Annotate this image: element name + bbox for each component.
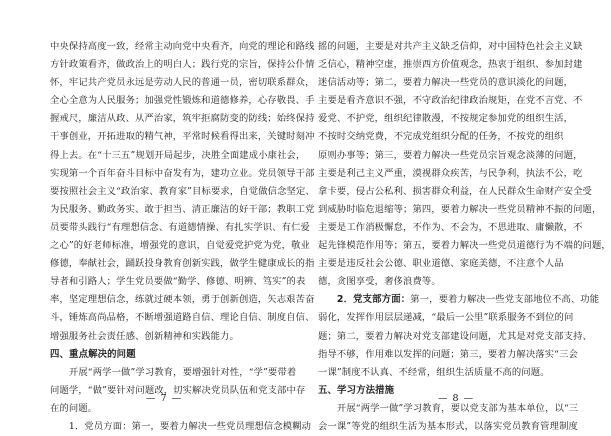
page-number: — 8 — (438, 393, 475, 404)
text-line: 中央保持高度一致，经常主动向党中央看齐，向党的理论和路线 (50, 41, 315, 52)
sub-heading-party-branch: 2．党支部方面： (336, 294, 411, 306)
text-line: 在的问题。 (50, 402, 98, 414)
text-line: 干事创业，开拓进取的精气神，平常时候看得出来，关键时刻冲 (50, 131, 315, 143)
sub-heading-rest: 第一，要着力解决一些党支部地位不高、功能 (410, 294, 600, 306)
section-heading-4: 四、重点解决的问题 (50, 348, 136, 360)
sub-section-line (318, 291, 600, 309)
right-page-body (318, 309, 592, 381)
text-line: 斗，锤炼高尚品格，不断增强道路自信、理论自信、制度自信、 (50, 312, 315, 324)
text-line: 拿卡要，侵占公私利、损害群众利益，在人民群众生命财产安全受 (318, 185, 592, 197)
text-line: 主要是看齐意识不强，不守政治纪律政治规矩，在党不言党、不 (318, 95, 583, 107)
text-line: 怀，牢记共产党员永远是劳动人民的普通一员，密切联系群众， (50, 77, 315, 89)
section-heading-5: 五、学习方法措施 (318, 384, 395, 396)
text-line: 为民服务、勤政务实、敢于担当、清正廉洁的好干部；教职工党 (50, 203, 315, 215)
right-page-closing (318, 400, 579, 436)
text-line: 率，坚定理想信念，练就过硬本领，勇于创新创造，矢志艰苦奋 (50, 294, 315, 306)
text-line: 一课”制度不认真、不经常，组织生活质量不高的问题。 (318, 366, 550, 378)
text-line: 得上去。在“十三五”规划开局起步，决胜全面建成小康社会， (50, 149, 306, 161)
text-line: 开展“两学一做”学习教育，要以党支部为基本单位，以“三 (318, 402, 579, 414)
text-line: 增强服务社会责任感、创新精神和实践能力。 (50, 330, 239, 342)
text-line: 不按时交纳党费，不完成党组织分配的任务，不按党的组织 (318, 131, 564, 143)
text-line: 迷信活动等；第二，要着力解决一些党员的意识淡化的问题， (318, 77, 574, 89)
text-line: 德，贪图享受，奢侈浪费等。 (318, 276, 441, 288)
text-line: 握戒尺，廉洁从政、从严治家，筑牢拒腐防变的防线；始终保持 (50, 113, 315, 125)
text-line: 主要是利己主义严重，漠视群众疾苦，与民争利，执法不公，吃 (318, 167, 583, 179)
text-line: 起先锋模范作用等；第五，要着力解决一些党员道德行为不端的问题， (318, 240, 611, 252)
text-line: 之心”的好老师标准，增强党的意识，自觉爱党护党为党，敬业 (50, 240, 310, 252)
text-line: 实现第一个百年奋斗目标中奋发有为，建功立业。党员领导干部 (50, 167, 315, 179)
text-line: 弱化，发挥作用层层递减，“最后一公里”联系服务不到位的问 (318, 312, 574, 324)
text-line: 乏信心，精神空虚，推崇西方价值观念，热衷于组织、参加封建 (318, 59, 583, 71)
text-line: 主要是工作消极懈怠，不作为、不会为，不思进取、庸懒散，不 (318, 221, 583, 233)
left-page-paragraph (50, 38, 315, 346)
right-page (300, 0, 611, 432)
text-line: 主要是违反社会公德、职业道德、家庭美德，不注意个人品 (318, 258, 564, 270)
right-page-paragraph (318, 38, 611, 291)
text-line: 到威胁时临危退缩等；第四，要着力解决一些党员精神不振的问题， (318, 203, 602, 215)
text-line: 会一课”等党的组织生活为基本形式，以落实党员教育管理制度 (318, 420, 578, 432)
text-line: 原则办事等；第三，要着力解决一些党员宗旨观念淡薄的问题， (318, 149, 583, 161)
text-line: 开展“两学一做”学习教育，要增强针对性，“学”要带着 (50, 366, 297, 378)
text-line: 指导不够，作用难以发挥的问题；第三，要着力解决落实“三会 (318, 348, 578, 360)
text-line: 修德，奉献社会，踊跃投身教育创新实践，做学生健康成长的指 (50, 258, 315, 270)
text-line: 员要带头践行“有理想信念、有道德情操、有扎实学识、有仁爱 (50, 221, 310, 233)
text-line: 题；第二，要着力解决对党支部建设问题，尤其是对党支部支持、 (318, 330, 592, 342)
text-line: 摇的问题，主要是对共产主义缺乏信仰，对中国特色社会主义缺 (318, 41, 583, 52)
text-line: 导者和引路人；学生党员要做“勤学、修德、明辨、笃实”的表 (50, 276, 306, 288)
text-line: 全心全意为人民服务；加强党性锻炼和道德修养，心存敬畏、手 (50, 95, 315, 107)
text-line: 爱党、不护党，组织纪律散漫，不按规定参加党的组织生活， (318, 113, 574, 125)
page-number: — 7 — (146, 393, 183, 404)
text-line: 要按照社会主义“政治家、教育家”目标要求，自觉做信念坚定、 (50, 185, 315, 197)
text-line: 方针政策看齐，做政治上的明白人；践行党的宗旨，保持公仆情 (50, 59, 315, 71)
text-line: 问题学，“做”要针对问题改，切实解决党员队伍和党支部中存 (50, 384, 306, 396)
text-line: 1．党员方面：第一，要着力解决一些党员理想信念模糊动 (50, 420, 312, 432)
